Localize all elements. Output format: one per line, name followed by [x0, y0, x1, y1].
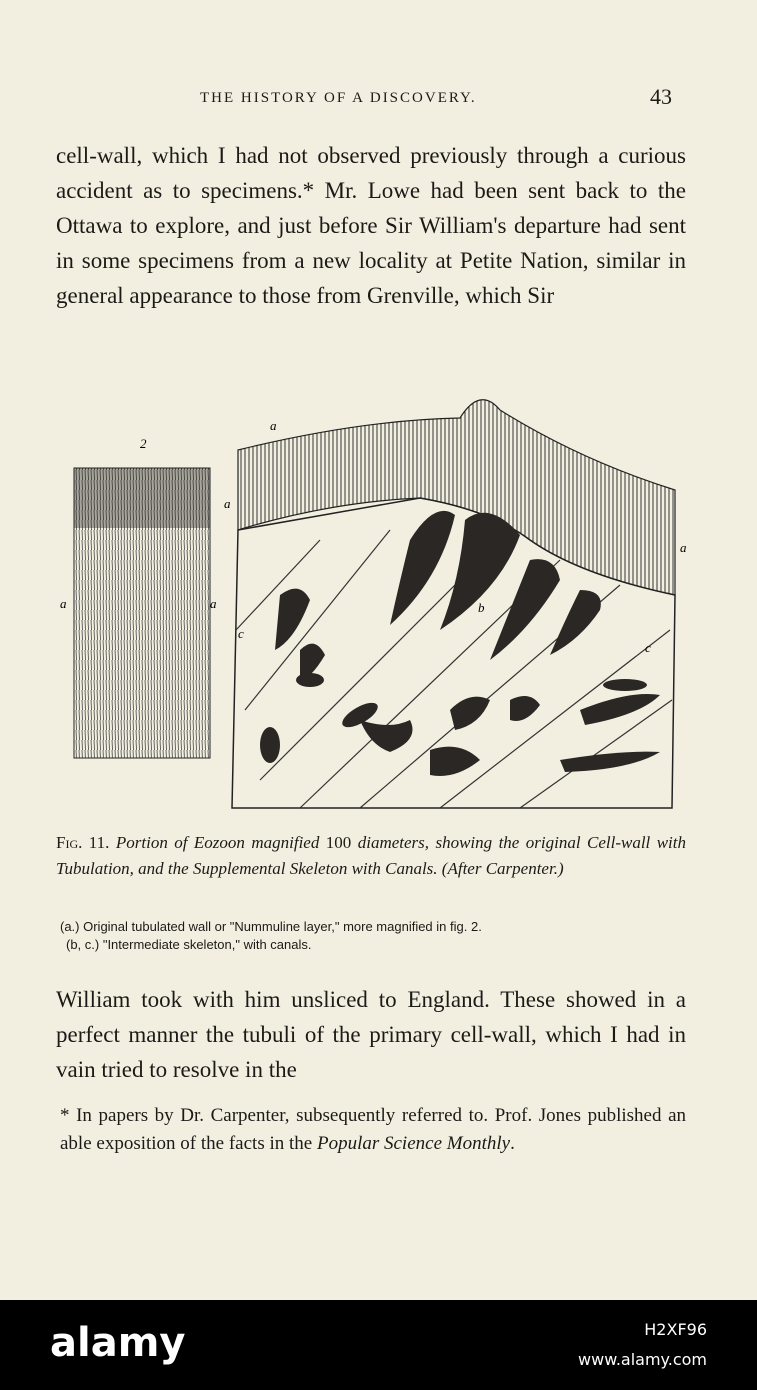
footnote-end: .	[510, 1133, 515, 1154]
caption-part2: diameters, showing the original Cell-wall with Tubulation, and the Supplemental Skeleton with Canals.	[56, 833, 687, 878]
figure-caption	[56, 830, 686, 882]
label-a-top: a	[270, 418, 277, 433]
fig2-label: 2	[140, 436, 147, 451]
running-head: THE HISTORY OF A DISCOVERY.	[200, 90, 477, 106]
figure-number: Fig. 11.	[56, 833, 110, 852]
label-b: b	[478, 600, 485, 615]
watermark-bar	[0, 1300, 757, 1390]
stock-url: www.alamy.com	[578, 1350, 707, 1369]
caption-attribution: (After Carpenter.)	[441, 859, 564, 878]
body-paragraph-top: cell-wall, which I had not observed previously through a curious accident as to specimens.* Mr. Lowe had been sent back to the Ottawa to explore, and just before Sir William's departure had sent in some specimens from a new locality at Petite Nation, similar in general appearance to those from Grenville, which Sir	[56, 143, 686, 308]
stock-image-id: H2XF96	[644, 1320, 707, 1339]
main-panel	[232, 400, 675, 808]
stock-logo: alamy	[50, 1320, 186, 1366]
label-a-fig2-outer: a	[60, 596, 67, 611]
body-paragraph-bottom: William took with him unsliced to England. These showed in a perfect manner the tubuli of the primary cell-wall, which I had in vain tried to resolve in the	[56, 987, 686, 1082]
legend-line: (b, c.) "Intermediate skeleton," with canals.	[66, 937, 312, 952]
fig2-panel	[74, 468, 210, 758]
footnote	[60, 1102, 686, 1158]
label-a-main-left: a	[224, 496, 231, 511]
label-a-right: a	[680, 540, 687, 555]
label-a-fig2-inner: a	[210, 596, 217, 611]
figure-eozoon	[60, 380, 700, 820]
page-number: 43	[650, 84, 672, 109]
caption-number: 100	[325, 833, 352, 852]
label-c-right: c	[645, 640, 651, 655]
footnote-journal: Popular Science Monthly	[316, 1133, 511, 1154]
figure-legend	[60, 918, 690, 954]
legend-line: (a.) Original tubulated wall or "Nummuline layer," more magnified in fig. 2.	[60, 919, 482, 934]
footnote-text: * In papers by Dr. Carpenter, subsequently referred to. Prof. Jones published an able exposition of the facts in the	[60, 1105, 686, 1154]
eozoon-illustration	[60, 380, 700, 820]
caption-part1: Portion of Eozoon magnified	[115, 833, 320, 852]
label-c-left: c	[238, 626, 244, 641]
